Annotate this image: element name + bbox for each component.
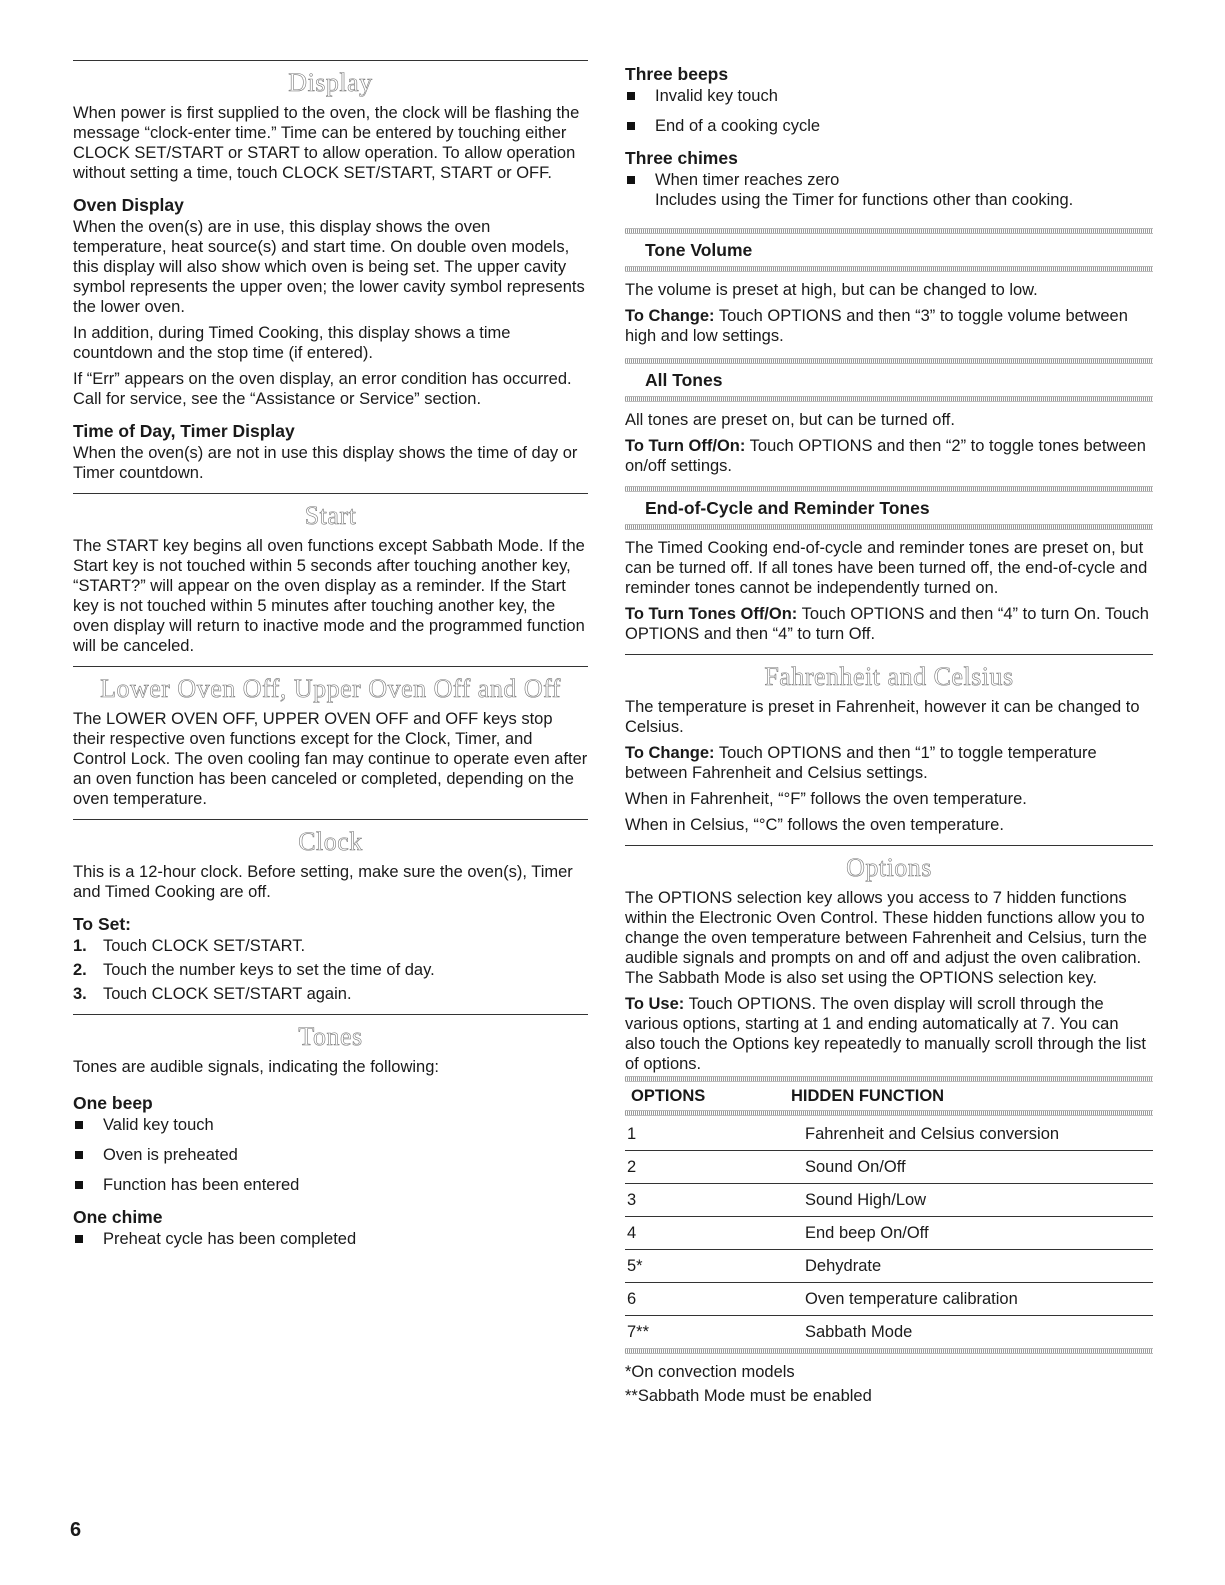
options-use: To Use: Touch OPTIONS. The oven display will scroll through the various options, starting at 1 and ending automatically at 7. You can also touch the Options key repeatedly to manually scroll through the list of options. [625, 995, 1146, 1073]
oven-display-p3: If “Err” appears on the oven display, an error condition has occurred. Call for service, see the “Assistance or Service” section. [73, 370, 572, 408]
table-row: 1 Fahrenheit and Celsius conversion [625, 1118, 1153, 1151]
one-beep-heading: One beep [73, 1093, 153, 1113]
table-row: 7** Sabbath Mode [627, 1323, 913, 1341]
hatch-divider [625, 1348, 1153, 1354]
oven-display-heading: Oven Display [73, 195, 184, 215]
one-chime-list [73, 1229, 588, 1249]
section-rule [625, 845, 1153, 846]
eoc-paragraph: The Timed Cooking end-of-cycle and reminder tones are preset on, but can be turned off. If all tones have been turned off, the end-of-cycle and reminder tones cannot be independently turned on. [625, 539, 1148, 597]
all-tones-change: To Turn Off/On: Touch OPTIONS and then “2” to toggle tones between on/off settings. [625, 437, 1146, 475]
list-item: When timer reaches zero [625, 170, 1153, 190]
section-rule [73, 666, 588, 667]
display-title: Display [288, 68, 373, 97]
tone-volume-paragraph: The volume is preset at high, but can be changed to low. [625, 281, 1038, 299]
section-rule [73, 819, 588, 820]
list-item: 3. Touch CLOCK SET/START again. [73, 985, 352, 1003]
three-chimes-heading: Three chimes [625, 148, 738, 168]
start-title: Start [304, 501, 357, 530]
section-rule [73, 493, 588, 494]
section-rule [73, 1014, 588, 1015]
table-row: 5* Dehydrate [625, 1250, 1153, 1283]
footnote-sabbath: **Sabbath Mode must be enabled [625, 1387, 872, 1405]
list-item: End of a cooking cycle [625, 116, 1153, 136]
hatch-divider [625, 396, 1153, 402]
eoc-heading: End-of-Cycle and Reminder Tones [645, 498, 930, 518]
options-title: Options [846, 853, 932, 882]
clock-title: Clock [298, 827, 363, 856]
tones-title: Tones [298, 1022, 363, 1051]
fc-change: To Change: Touch OPTIONS and then “1” to toggle temperature between Fahrenheit and Celsius settings. [625, 744, 1097, 782]
fc-celsius: When in Celsius, “°C” follows the oven temperature. [625, 816, 1004, 834]
display-intro: When power is first supplied to the oven, the clock will be flashing the message “clock-enter time.” Time can be entered by touching either CLOCK SET/START or START to allow operation. To allow operation without setting a time, touch CLOCK SET/START, START or OFF. [73, 104, 580, 182]
left-column [73, 60, 588, 1259]
hidden-function-column-header: HIDDEN FUNCTION [791, 1087, 945, 1105]
to-set-heading: To Set: [73, 914, 132, 934]
all-tones-heading: All Tones [645, 370, 723, 390]
hatch-divider [625, 524, 1153, 530]
list-item: Invalid key touch [625, 86, 1153, 106]
fc-title: Fahrenheit and Celsius [764, 662, 1014, 691]
list-item: 2. Touch the number keys to set the time of day. [73, 961, 435, 979]
table-row: 2 Sound On/Off [625, 1151, 1153, 1184]
options-paragraph: The OPTIONS selection key allows you access to 7 hidden functions within the Electronic Oven Control. These hidden functions allow you to change the oven temperature between Fahrenheit and Celsius, turn the audible signals and prompts on and off and adjust the oven calibration. The Sabbath Mode is also set using the OPTIONS selection key. [625, 889, 1147, 987]
clock-steps [73, 936, 588, 1004]
one-beep-list [73, 1115, 588, 1195]
one-chime-heading: One chime [73, 1207, 163, 1227]
start-paragraph: The START key begins all oven functions except Sabbath Mode. If the Start key is not touched within 5 seconds after touching another key, “START?” will appear on the oven display as a reminder. If the Start key is not touched within 5 minutes after touching another key, the oven display will return to inactive mode and the programmed function will be canceled. [73, 537, 585, 655]
off-paragraph: The LOWER OVEN OFF, UPPER OVEN OFF and OFF keys stop their respective oven functions except for the Clock, Timer, and Control Lock. The oven cooling fan may continue to operate even after an oven function has been canceled or completed, depending on the oven temperature. [73, 710, 588, 808]
fc-paragraph: The temperature is preset in Fahrenheit, however it can be changed to Celsius. [625, 698, 1140, 736]
tone-volume-heading: Tone Volume [645, 240, 753, 260]
oven-display-p2: In addition, during Timed Cooking, this display shows a time countdown and the stop time (if entered). [73, 324, 511, 362]
three-chimes-list [625, 170, 1153, 190]
tones-paragraph: Tones are audible signals, indicating the following: [73, 1058, 439, 1076]
hatch-divider [625, 266, 1153, 272]
hatch-divider [625, 1110, 1153, 1116]
list-item: Oven is preheated [73, 1145, 588, 1165]
list-item: Function has been entered [73, 1175, 588, 1195]
fc-fahrenheit: When in Fahrenheit, “°F” follows the oven temperature. [625, 790, 1027, 808]
three-beeps-heading: Three beeps [625, 64, 729, 84]
footnote-convection: *On convection models [625, 1363, 795, 1381]
clock-paragraph: This is a 12-hour clock. Before setting, make sure the oven(s), Timer and Timed Cooking are off. [73, 863, 573, 901]
list-item: Preheat cycle has been completed [73, 1229, 588, 1249]
table-row: 4 End beep On/Off [625, 1217, 1153, 1250]
table-row: 6 Oven temperature calibration [625, 1283, 1153, 1316]
options-table [625, 1118, 1153, 1348]
oven-display-p1: When the oven(s) are in use, this display shows the oven temperature, heat source(s) and start time. On double oven models, this display will also show which oven is being set. The upper cavity symbol represents the upper oven; the lower cavity symbol represents the lower oven. [73, 218, 585, 316]
right-column [625, 64, 1153, 1412]
three-beeps-list [625, 86, 1153, 136]
options-table-header [625, 1082, 1153, 1110]
table-row: 3 Sound High/Low [625, 1184, 1153, 1217]
tod-paragraph: When the oven(s) are not in use this display shows the time of day or Timer countdown. [73, 444, 578, 482]
section-rule [625, 654, 1153, 655]
all-tones-paragraph: All tones are preset on, but can be turned off. [625, 411, 955, 429]
section-rule [73, 60, 588, 61]
tod-heading: Time of Day, Timer Display [73, 421, 295, 441]
list-item: 1. Touch CLOCK SET/START. [73, 937, 306, 955]
tone-volume-change: To Change: Touch OPTIONS and then “3” to toggle volume between high and low settings. [625, 307, 1128, 345]
off-title: Lower Oven Off, Upper Oven Off and Off [100, 674, 561, 703]
list-item: Valid key touch [73, 1115, 588, 1135]
three-chimes-note: Includes using the Timer for functions other than cooking. [655, 191, 1074, 209]
options-column-header: OPTIONS [631, 1087, 706, 1105]
eoc-change: To Turn Tones Off/On: Touch OPTIONS and then “4” to turn On. Touch OPTIONS and then “4” to turn Off. [625, 605, 1149, 643]
page-number: 6 [70, 1519, 82, 1541]
